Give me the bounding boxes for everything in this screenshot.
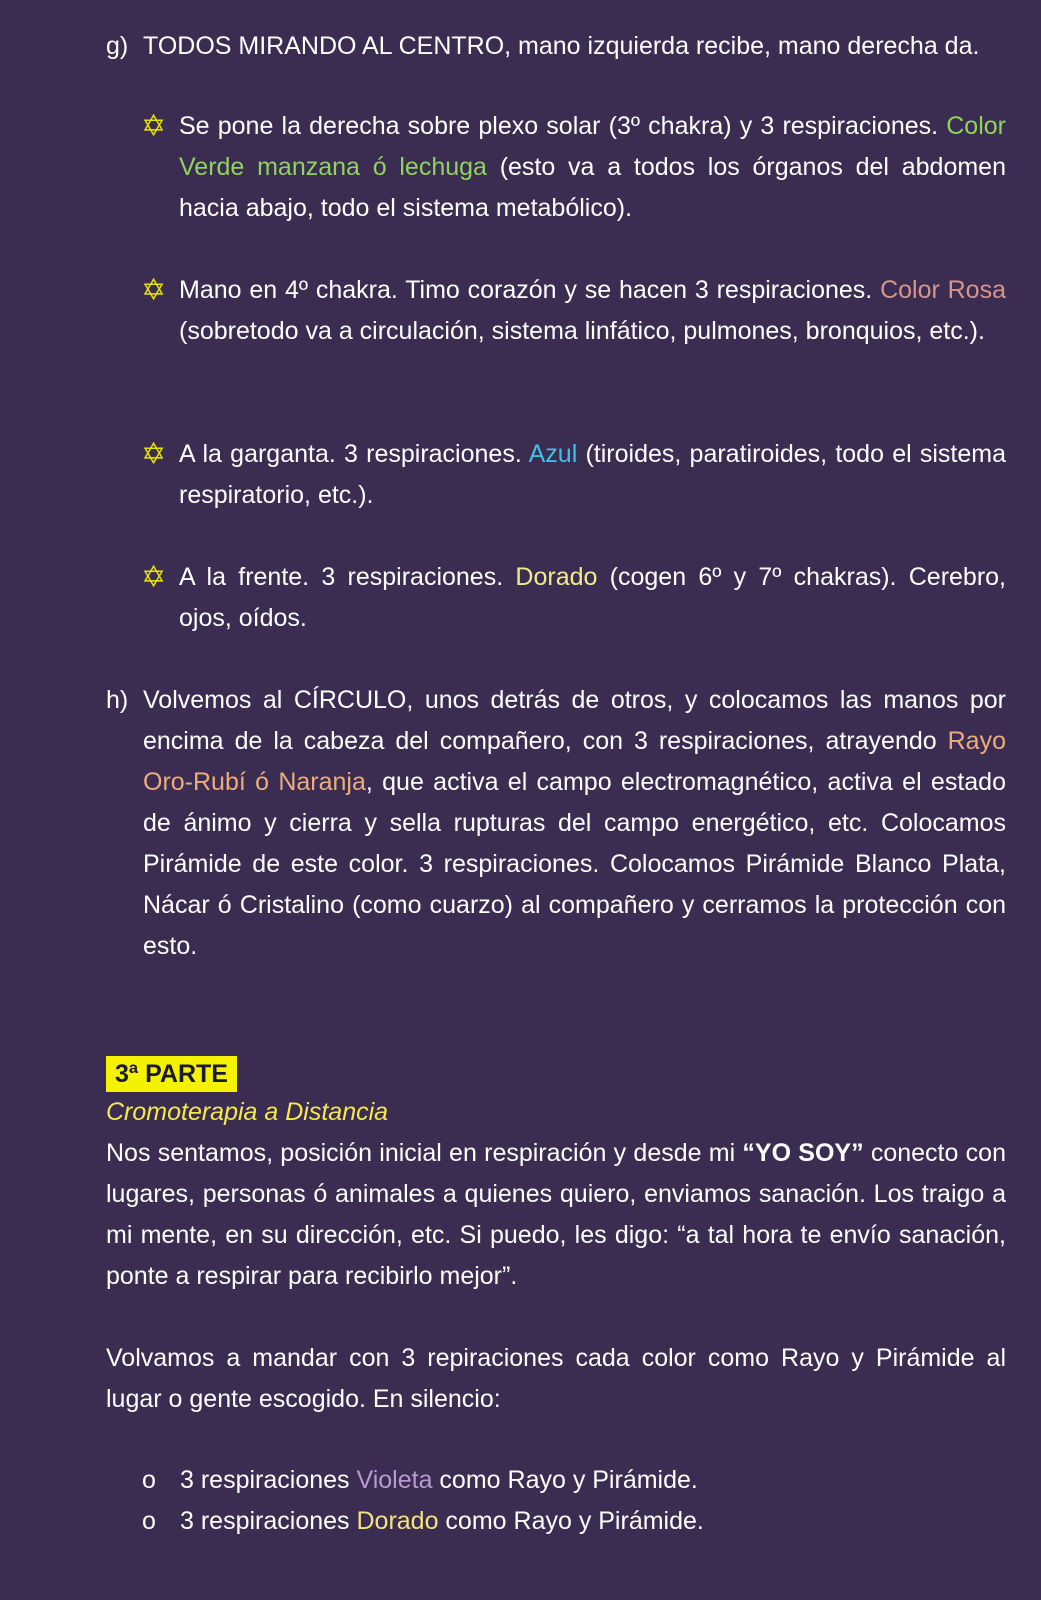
star-item-4 xyxy=(179,557,1006,639)
section-subtitle: Cromoterapia a Distancia xyxy=(106,1098,389,1126)
list-marker-h: h) xyxy=(106,686,129,714)
bullet-item-1 xyxy=(180,1460,1006,1501)
paragraph-1-pre: Nos sentamos, posición inicial en respiración y desde mi xyxy=(106,1139,743,1167)
star-item-2 xyxy=(179,270,1006,352)
bullet-item-1-color: Violeta xyxy=(356,1466,433,1494)
bullet-marker-1: o xyxy=(142,1466,156,1494)
star-item-3-pre: A la garganta. 3 respiraciones. xyxy=(179,440,529,468)
star-of-david-icon: ✡ xyxy=(141,438,167,471)
item-h-pre: Volvemos al CÍRCULO, unos detrás de otros, y colocamos las manos por encima de la cabeza del compañero, con 3 respiraciones, atrayendo xyxy=(143,686,1006,755)
item-h-color: Rayo Oro-Rubí ó Naranja xyxy=(143,727,1006,796)
star-item-3 xyxy=(179,434,1006,516)
item-h-text xyxy=(143,680,1006,967)
star-of-david-icon: ✡ xyxy=(141,561,167,594)
star-item-3-post: (tiroides, paratiroides, todo el sistema respiratorio, etc.). xyxy=(179,440,1006,509)
bullet-item-1-post: como Rayo y Pirámide. xyxy=(432,1466,698,1494)
bullet-item-2-post: como Rayo y Pirámide. xyxy=(438,1507,704,1535)
star-of-david-icon: ✡ xyxy=(141,110,167,143)
star-item-2-pre: Mano en 4º chakra. Timo corazón y se hacen 3 respiraciones. xyxy=(179,276,881,304)
star-item-4-pre: A la frente. 3 respiraciones. xyxy=(179,563,516,591)
star-item-1-post: (esto va a todos los órganos del abdomen hacia abajo, todo el sistema metabólico). xyxy=(179,153,1006,222)
bullet-item-2 xyxy=(180,1501,1006,1542)
paragraph-1-bold: “YO SOY” xyxy=(742,1139,864,1167)
item-h-post: , que activa el campo electromagnético, activa el estado de ánimo y cierra y sella rupturas del campo energético, etc. Colocamos Pirámide de este color. 3 respiraciones. Colocamos Pirámide Blanco Plata, Nácar ó Cristalino (como cuarzo) al compañero y cerramos la protección con esto. xyxy=(143,768,1006,960)
bullet-item-2-pre: 3 respiraciones xyxy=(180,1507,357,1535)
paragraph-1-post: conecto con lugares, personas ó animales a quienes quiero, enviamos sanación. Los traigo a mi mente, en su dirección, etc. Si puedo, les digo: “a tal hora te envío sanación, ponte a respirar para recibirlo mejor”. xyxy=(106,1139,1006,1290)
star-item-2-color: Color Rosa xyxy=(880,276,1006,304)
paragraph-1 xyxy=(106,1133,1006,1297)
bullet-item-1-pre: 3 respiraciones xyxy=(180,1466,357,1494)
paragraph-2: Volvamos a mandar con 3 repiraciones cada color como Rayo y Pirámide al lugar o gente escogido. En silencio: xyxy=(106,1344,1006,1413)
bullet-marker-2: o xyxy=(142,1507,156,1535)
star-item-2-post: (sobretodo va a circulación, sistema linfático, pulmones, bronquios, etc.). xyxy=(179,317,985,345)
star-item-4-post: (cogen 6º y 7º chakras). Cerebro, ojos, oídos. xyxy=(179,563,1007,632)
star-of-david-icon: ✡ xyxy=(141,274,167,307)
item-g-text: TODOS MIRANDO AL CENTRO, mano izquierda recibe, mano derecha da. xyxy=(143,32,980,60)
bullet-item-2-color: Dorado xyxy=(356,1507,439,1535)
star-item-1 xyxy=(179,106,1006,229)
section-badge: 3ª PARTE xyxy=(106,1056,237,1092)
star-item-1-color: Color Verde manzana ó lechuga xyxy=(179,112,1006,181)
star-item-1-pre: Se pone la derecha sobre plexo solar (3º chakra) y 3 respiraciones. xyxy=(179,112,947,140)
list-marker-g: g) xyxy=(106,32,129,60)
star-item-3-color: Azul xyxy=(528,440,578,468)
star-item-4-color: Dorado xyxy=(515,563,598,591)
